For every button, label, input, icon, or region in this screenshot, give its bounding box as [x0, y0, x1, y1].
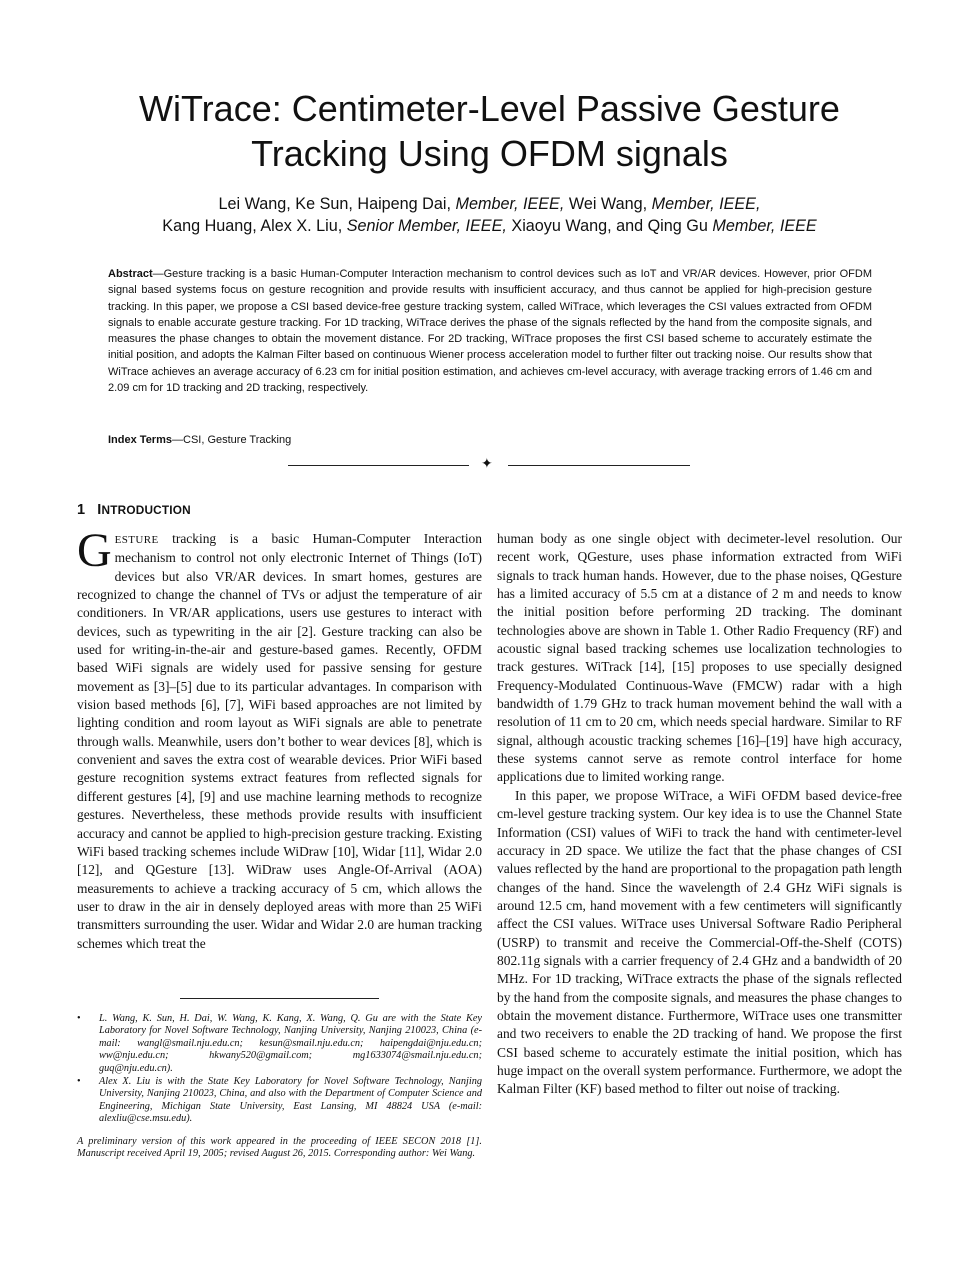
drop-cap: G — [77, 524, 112, 577]
index-terms-label: Index Terms — [108, 434, 172, 446]
title-line-2: Tracking Using OFDM signals — [251, 133, 728, 174]
divider-diamond-icon: ✦ — [481, 457, 493, 472]
footnote-item — [77, 1076, 482, 1126]
bullet-icon: • — [77, 1013, 81, 1024]
divider-rule-left — [288, 465, 469, 466]
author-affil: Senior Member, IEEE, — [346, 217, 507, 235]
body-column-left — [77, 524, 482, 953]
section-number: 1 — [77, 502, 86, 518]
author-text: Xiaoyu Wang, and Qing Gu — [511, 217, 708, 235]
section-title-initial: I — [97, 502, 102, 518]
abstract-text: —Gesture tracking is a basic Human-Computer Interaction mechanism to control devices such as IoT and VR/AR devices. However, prior OFDM signal based systems focus on gesture recognition and provide results with insufficient accuracy, and thus cannot be applied for high-precision gesture tracking. In this paper, we propose a CSI based device-free gesture tracking system, called WiTrace, which leverages the CSI values extracted from OFDM signals to enable accurate gesture tracking. For 1D tracking, WiTrace derives the phase of the signals reflected by the hand from the composite signals, and measures the phase changes to obtain the movement distance. For 2D tracking, WiTrace proposes the first CSI based scheme to accurately estimate the initial position, and adopts the Kalman Filter based on continuous Wiener process acceleration model to further filter out tracking noise. Our results show that WiTrace achieves an average accuracy of 6.23 cm for initial position estimation, and achieves cm-level accuracy, with average tracking errors of 1.46 cm and 2.09 cm for 1D tracking and 2D tracking, respectively. — [108, 268, 872, 395]
first-word-smallcaps: ESTURE — [114, 534, 159, 546]
author-affil: Member, IEEE, — [651, 195, 761, 213]
title-line-1: WiTrace: Centimeter-Level Passive Gesture — [139, 88, 840, 129]
paragraph-text: tracking is a basic Human-Computer Interaction mechanism to control not only electronic Internet of Things (IoT) devices but also VR/AR devices. In smart homes, gestures are recognized to change the channel of TVs or adjust the temperature of air conditioners. In VR/AR applications, users use gestures to interact with devices, such as typewriting in the air [2]. Gesture tracking can also be used for writing-in-the-air and gesture-based games. Recently, OFDM based WiFi signals are widely used for passive sensing for gesture movement as [3]–[5] due to its particular advantages. In comparison with vision based methods [6], [7], WiFi based approaches are not limited by lighting condition and room layout as WiFi signals are able to penetrate through walls. Meanwhile, users don’t bother to wear devices [8], which is convenient and saves the extra cost of wearable devices. Prior WiFi based gesture recognition systems extract features from reflected signals for different gestures [4], [9] and use machine learning methods to recognize gestures. Nevertheless, these methods provide results with insufficient accuracy and cannot be applied to high-precision gesture tracking. Existing WiFi based tracking schemes include WiDraw [10], Widar [11], Widar 2.0 [12], and QGesture [13]. WiDraw uses Angle-Of-Arrival (AOA) measurements to achieve a tracking accuracy of 5 cm, which allows the user to draw in the air in densely deployed areas with more than 25 WiFi transmitters surrounding the user. Widar and Widar 2.0 are human tracking schemes which treat the — [77, 531, 482, 951]
paragraph: In this paper, we propose WiTrace, a WiFi OFDM based device-free cm-level gesture tracking system. Our key idea is to use the Channel State Information (CSI) values of WiFi to track the hand with centimeter-level accuracy in 2D space. We utilize the fact that the phase changes of CSI values reflected by the hand are proportional to the propagation path length changes of the hand. Since the wavelength of 2.4 GHz WiFi signals is around 12.5 cm, hand movement with a few centimeters will significantly affect the CSI values. WiTrace uses Universal Software Radio Peripheral (USRP) to transmit and receive the Commercial-Off-the-Shelf (COTS) 802.11g signals with a carrier frequency of 2.4 GHz and a bandwidth of 20 MHz. For 1D tracking, WiTrace extracts the phase of the signals reflected by the hand from the composite signals, and measures the phase changes to obtain the movement distance. Furthermore, WiTrace uses one transmitter and two receivers to enable the 2D tracking of hand. We propose the first CSI based scheme to accurately estimate the initial position, which has huge impact on the overall system performance. Furthermore, we adopt the Kalman Filter (KF) based method to filter out noise of tracking. — [497, 787, 902, 1097]
paper-title — [60, 86, 919, 176]
abstract-label: Abstract — [108, 268, 153, 280]
footnote-text: L. Wang, K. Sun, H. Dai, W. Wang, K. Kang, X. Wang, Q. Gu are with the State Key Laboratory for Novel Software Technology, Nanjing University, Nanjing 210023, China (e-mail: wangl@smail.nju.edu.cn; kesun@smail.nju.edu.cn; haipengdai@nju.edu.cn; ww@nju.edu.cn; hkwany520@gmail.com; mg1633074@smail.nju.edu.cn; guq@nju.edu.cn). — [99, 1013, 482, 1074]
author-list — [60, 193, 919, 237]
author-text: Lei Wang, Ke Sun, Haipeng Dai, — [218, 195, 451, 213]
section-heading — [77, 502, 191, 518]
footnotes — [77, 1013, 482, 1171]
section-title-rest: NTRODUCTION — [101, 503, 191, 517]
author-affil: Member, IEEE — [712, 217, 817, 235]
divider-rule-right — [508, 465, 690, 466]
footnote-text: Alex X. Liu is with the State Key Laboratory for Novel Software Technology, Nanjing University, Nanjing 210023, China, and also with the Department of Computer Science and Engineering, Michigan State University, East Lansing, MI 48824 USA (e-mail: alexliu@cse.msu.edu). — [99, 1076, 482, 1125]
section-divider — [288, 456, 690, 474]
bullet-icon: • — [77, 1076, 81, 1088]
footnote-item — [77, 1013, 482, 1075]
paragraph — [77, 524, 482, 953]
paragraph: human body as one single object with decimeter-level resolution. Our recent work, QGesture, uses phase information extracted from WiFi signals to track human hands. However, due to the phase noises, QGesture has a limited accuracy of 5.5 cm at a distance of 2 m and needs to know the initial position before performing 2D tracking. The dominant technologies above are shown in Table 1. Other Radio Frequency (RF) and acoustic signal based tracking schemes use localization technologies to track gestures. WiTrack [14], [15] proposes to use specially designed Frequency-Modulated Continuous-Wave (FMCW) radar with a high bandwidth of 1.79 GHz to track human movement behind the wall with a resolution of 11 cm to 20 cm, which needs special hardware. Similar to RF signal, although acoustic tracking schemes [16]–[19] have high accuracy, these systems cannot serve as remote control interface for home applications due to limited working range. — [497, 531, 902, 785]
index-terms-text: —CSI, Gesture Tracking — [172, 434, 292, 446]
author-text: Kang Huang, Alex X. Liu, — [162, 217, 343, 235]
author-text: Wei Wang, — [568, 195, 648, 213]
index-terms — [108, 433, 872, 448]
footnote-rule — [180, 998, 379, 999]
preliminary-note: A preliminary version of this work appeared in the proceeding of IEEE SECON 2018 [1]. Manuscript received April 19, 2005; revised August 26, 2015. Corresponding author: Wei Wang. — [77, 1135, 482, 1160]
abstract — [108, 266, 872, 396]
author-affil: Member, IEEE, — [455, 195, 565, 213]
body-column-right — [497, 530, 902, 1099]
